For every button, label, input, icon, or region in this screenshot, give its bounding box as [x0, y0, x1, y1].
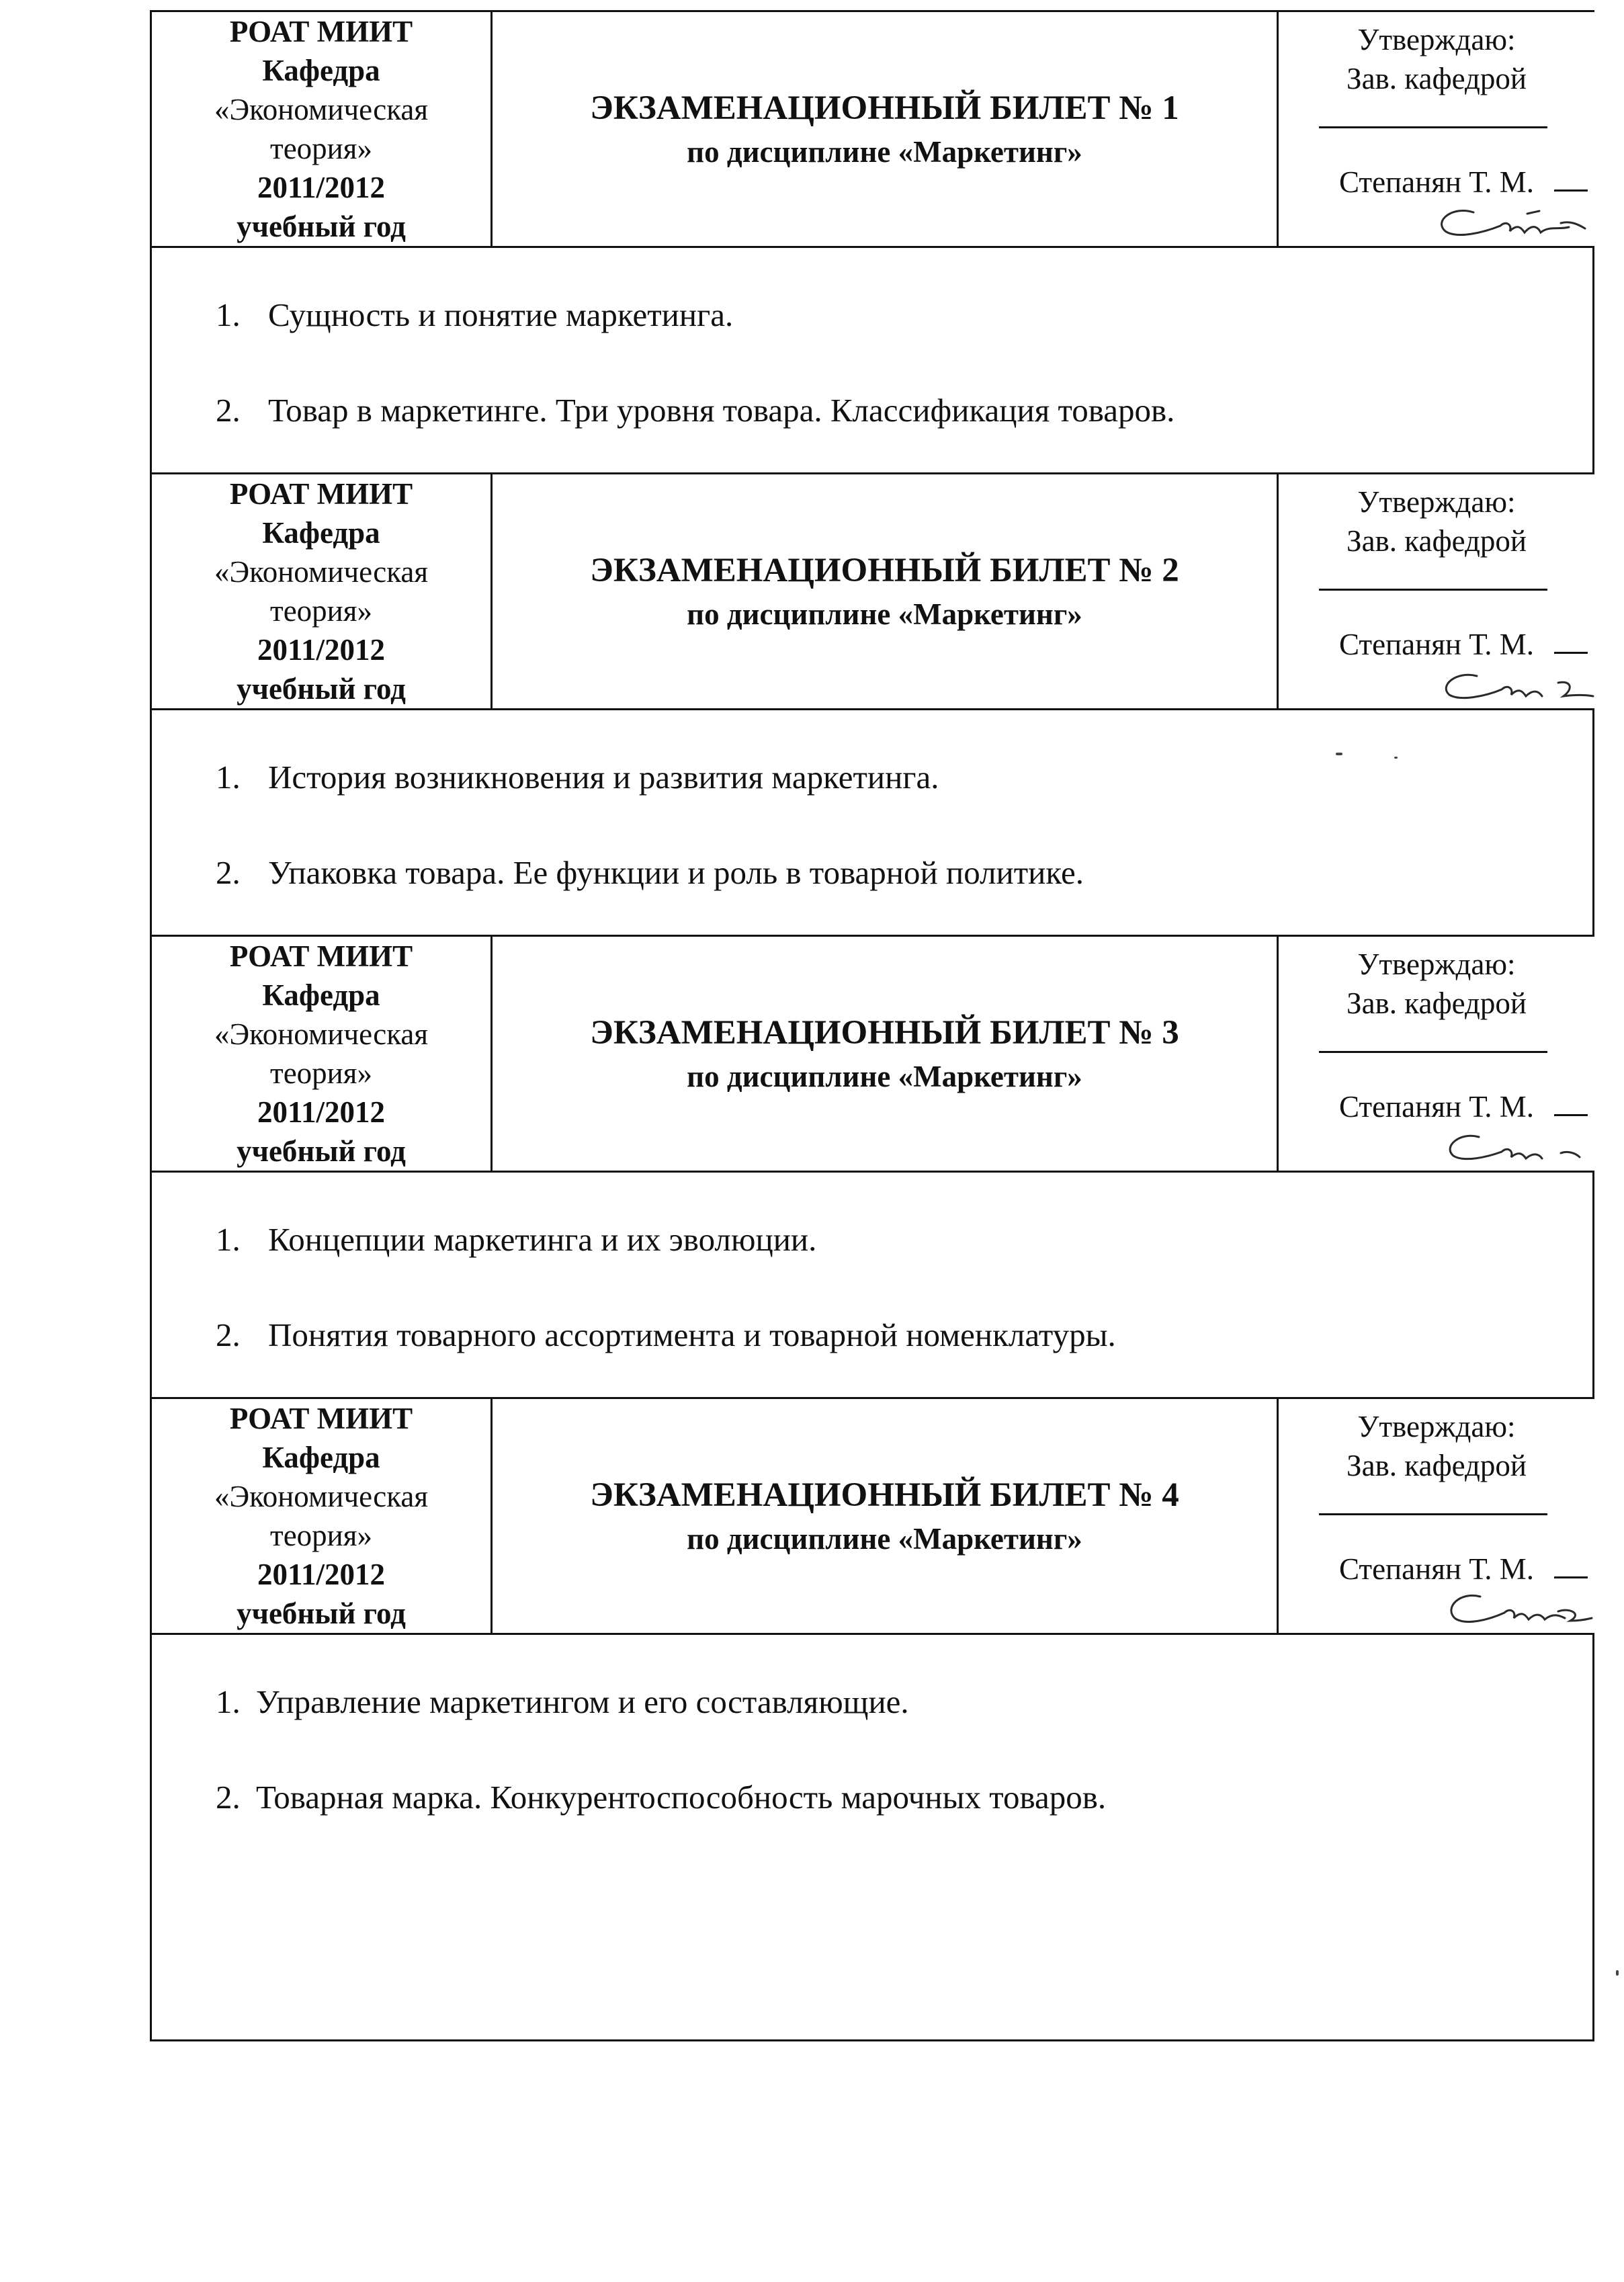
question-item	[216, 1777, 1106, 1818]
institution-block	[150, 937, 493, 1171]
handwritten-signature	[1426, 1118, 1601, 1172]
signature-dash	[1554, 189, 1588, 192]
question-number: 2.	[216, 1316, 241, 1353]
institution-block	[150, 12, 493, 246]
signature-line	[1319, 1513, 1547, 1515]
department-label: Кафедра	[262, 54, 380, 87]
question-text: Товарная марка. Конкурентоспособность марочных товаров.	[256, 1779, 1107, 1816]
academic-year-label: учебный год	[237, 1597, 406, 1630]
org-name: РОАТ МИИТ	[229, 477, 413, 511]
signature-dash	[1554, 1576, 1588, 1578]
institution-block	[150, 474, 493, 708]
approval-block	[1279, 937, 1594, 1171]
scan-speck	[1336, 753, 1342, 755]
approver-role: Зав. кафедрой	[1347, 524, 1527, 558]
approver-role: Зав. кафедрой	[1347, 986, 1527, 1020]
question-text: История возникновения и развития маркетинга.	[268, 759, 939, 796]
department-name-line2: теория»	[270, 132, 372, 165]
ticket-title: ЭКЗАМЕНАЦИОННЫЙ БИЛЕТ № 2	[590, 552, 1179, 589]
ticket-subtitle: по дисциплине «Маркетинг»	[687, 1522, 1082, 1556]
ticket-questions	[150, 710, 1594, 935]
ticket-header	[150, 935, 1594, 1173]
ticket-title-block	[493, 937, 1279, 1171]
department-name-line1: «Экономическая	[214, 1017, 429, 1051]
question-text: Концепции маркетинга и их эволюции.	[268, 1221, 817, 1258]
question-item	[216, 295, 733, 335]
signature-line	[1319, 589, 1547, 591]
ticket-header	[150, 1397, 1594, 1635]
scan-speck	[1394, 757, 1398, 759]
approval-block	[1279, 474, 1594, 708]
approval-block	[1279, 12, 1594, 246]
question-number: 2.	[216, 392, 241, 429]
ticket-header	[150, 10, 1594, 248]
org-name: РОАТ МИИТ	[229, 1402, 413, 1435]
institution-block	[150, 1399, 493, 1633]
question-item	[216, 757, 939, 798]
ticket-title-block	[493, 474, 1279, 708]
department-label: Кафедра	[262, 978, 380, 1012]
question-item	[216, 853, 1084, 893]
question-number: 1.	[216, 1683, 241, 1720]
academic-years: 2011/2012	[257, 171, 386, 204]
approve-label: Утверждаю:	[1357, 23, 1516, 56]
ticket-title-block	[493, 1399, 1279, 1633]
department-name-line2: теория»	[270, 1056, 372, 1090]
academic-year-label: учебный год	[237, 672, 406, 706]
approve-label: Утверждаю:	[1357, 947, 1516, 981]
ticket-questions	[150, 1173, 1594, 1397]
org-name: РОАТ МИИТ	[229, 939, 413, 973]
handwritten-signature	[1426, 194, 1601, 247]
department-label: Кафедра	[262, 516, 380, 550]
question-number: 2.	[216, 854, 241, 891]
signature-dash	[1554, 652, 1588, 654]
question-number: 1.	[216, 759, 241, 796]
approver-role: Зав. кафедрой	[1347, 1449, 1527, 1482]
academic-years: 2011/2012	[257, 633, 386, 667]
academic-years: 2011/2012	[257, 1558, 386, 1591]
department-name-line2: теория»	[270, 594, 372, 628]
question-number: 1.	[216, 1221, 241, 1258]
question-text: Товар в маркетинге. Три уровня товара. Классификация товаров.	[268, 392, 1175, 429]
department-name-line2: теория»	[270, 1519, 372, 1552]
academic-year-label: учебный год	[237, 210, 406, 243]
signature-dash	[1554, 1114, 1588, 1116]
ticket-questions	[150, 248, 1594, 472]
question-item	[216, 1682, 909, 1722]
scan-speck	[1616, 1970, 1619, 1976]
question-item	[216, 1315, 1116, 1355]
head-name: Степанян Т. М.	[1339, 1552, 1534, 1586]
question-text: Управление маркетингом и его составляющие.	[256, 1683, 909, 1720]
academic-year-label: учебный год	[237, 1134, 406, 1168]
question-text: Сущность и понятие маркетинга.	[268, 296, 734, 333]
ticket-title: ЭКЗАМЕНАЦИОННЫЙ БИЛЕТ № 1	[590, 89, 1179, 127]
question-text: Упаковка товара. Ее функции и роль в товарной политике.	[268, 854, 1084, 891]
head-name: Степанян Т. М.	[1339, 628, 1534, 661]
department-label: Кафедра	[262, 1441, 380, 1474]
question-item	[216, 1220, 816, 1260]
handwritten-signature	[1426, 1580, 1601, 1634]
ticket-subtitle: по дисциплине «Маркетинг»	[687, 597, 1082, 631]
approver-role: Зав. кафедрой	[1347, 62, 1527, 95]
ticket-subtitle: по дисциплине «Маркетинг»	[687, 135, 1082, 169]
ticket-header	[150, 472, 1594, 710]
department-name-line1: «Экономическая	[214, 555, 429, 589]
question-number: 1.	[216, 296, 241, 333]
head-name: Степанян Т. М.	[1339, 165, 1534, 199]
ticket-subtitle: по дисциплине «Маркетинг»	[687, 1060, 1082, 1093]
question-text: Понятия товарного ассортимента и товарной номенклатуры.	[268, 1316, 1116, 1353]
ticket-title: ЭКЗАМЕНАЦИОННЫЙ БИЛЕТ № 3	[590, 1014, 1179, 1052]
question-item	[216, 390, 1174, 431]
org-name: РОАТ МИИТ	[229, 15, 413, 48]
handwritten-signature	[1426, 656, 1601, 710]
head-name: Степанян Т. М.	[1339, 1090, 1534, 1124]
signature-line	[1319, 1051, 1547, 1053]
question-number: 2.	[216, 1779, 241, 1816]
department-name-line1: «Экономическая	[214, 1480, 429, 1513]
approval-block	[1279, 1399, 1594, 1633]
department-name-line1: «Экономическая	[214, 93, 429, 126]
ticket-title: ЭКЗАМЕНАЦИОННЫЙ БИЛЕТ № 4	[590, 1476, 1179, 1514]
ticket-title-block	[493, 12, 1279, 246]
approve-label: Утверждаю:	[1357, 1410, 1516, 1443]
ticket-questions	[150, 1635, 1594, 2041]
approve-label: Утверждаю:	[1357, 485, 1516, 519]
signature-line	[1319, 126, 1547, 128]
academic-years: 2011/2012	[257, 1095, 386, 1129]
